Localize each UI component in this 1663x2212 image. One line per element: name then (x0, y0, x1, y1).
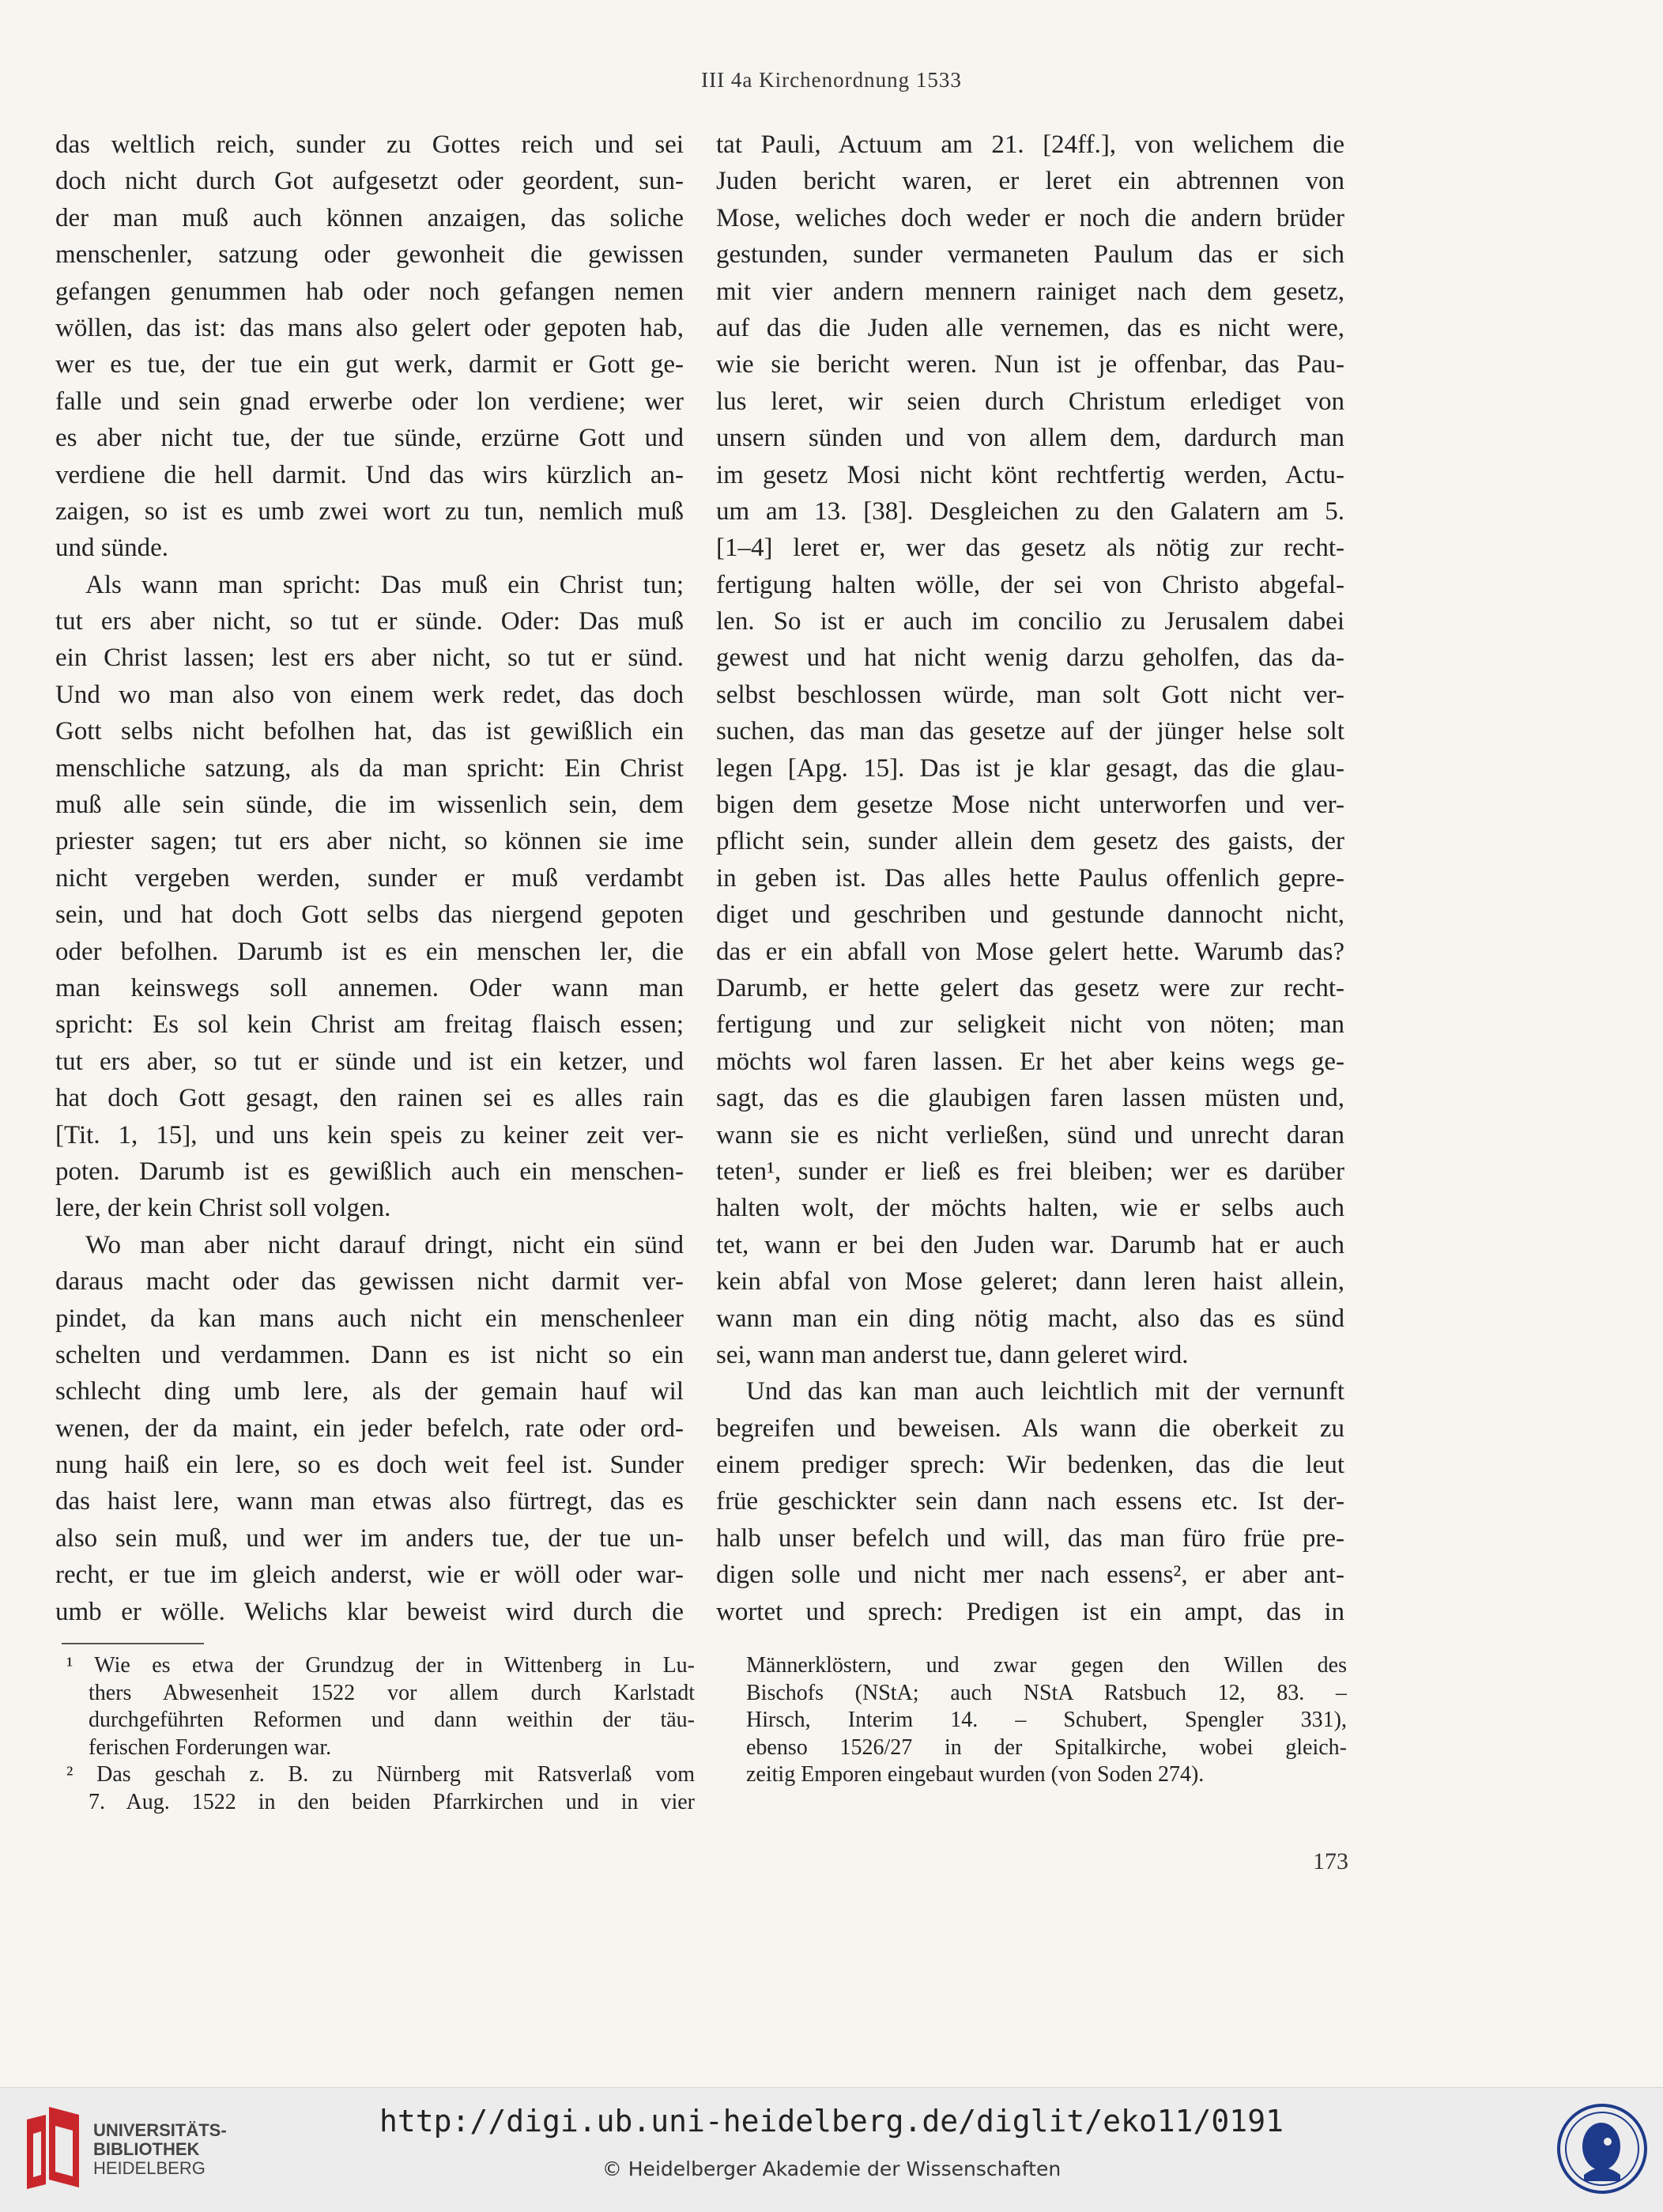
footnote-line: zeitig Emporen eingebaut wurden (von Soden 274). (746, 1762, 1205, 1787)
text-line: fertigung und zur seligkeit nicht von nöten; man (716, 1010, 1344, 1040)
footnote-line: durchgeführten Reformen und dann weithin der täu- (89, 1708, 695, 1732)
footnote-line: Männerklöstern, und zwar gegen den Willen des (746, 1653, 1347, 1678)
footnote-line: ebenso 1526/27 in der Spitalkirche, wobei gleich- (746, 1734, 1347, 1760)
viewer-footer (0, 2087, 1663, 2212)
footnote-line: ¹ Wie es etwa der Grundzug der in Wittenberg in Lu- (66, 1653, 695, 1678)
footnote-line: Bischofs (NStA; auch NStA Ratsbuch 12, 83. – (746, 1680, 1347, 1705)
text-line: wann sie es nicht verließen, sünd und unrecht daran (716, 1120, 1344, 1149)
text-line: nung haiß ein lere, so es doch weit feel ist. Sunder (55, 1451, 684, 1480)
text-line: Gott selbs nicht befolhen hat, das ist gewißlich ein (55, 717, 684, 746)
text-line: wöllen, das ist: das mans also gelert oder gepoten hab, (55, 313, 684, 342)
text-line: früe geschickter sein dann nach essens etc. Ist der- (716, 1487, 1344, 1516)
text-line: Darumb, er hette gelert das gesetz were zur recht- (716, 973, 1344, 1002)
text-line: teten¹, sunder er ließ es frei bleiben; wer es darüber (716, 1157, 1344, 1186)
text-line: es aber nicht tue, der tue sünde, erzürne Gott und (55, 424, 684, 453)
text-line: wer es tue, der tue ein gut werk, darmit er Gott ge- (55, 350, 684, 379)
text-line: fertigung halten wölle, der sei von Christo abgefal- (716, 570, 1344, 599)
text-line: wie sie bericht weren. Nun ist je offenbar, das Pau- (716, 350, 1344, 379)
text-line: schlecht ding umb lere, als der gemain hauf wil (55, 1377, 684, 1406)
text-line: das haist lere, wann man etwas also fürtregt, das es (55, 1487, 684, 1516)
text-line: legen [Apg. 15]. Das ist je klar gesagt, das die glau- (716, 753, 1344, 783)
text-line: selbst beschlossen würde, man solt Gott nicht ver- (716, 680, 1344, 709)
text-line: das er ein abfall von Mose gelert hette. Warumb das? (716, 937, 1344, 966)
text-line: priester sagen; tut ers aber nicht, so können sie ime (55, 827, 684, 856)
footnotes-right (746, 1652, 1347, 1789)
text-line: gefangen genummen hab oder noch gefangen nemen (55, 277, 684, 306)
text-line: pindet, da kan mans auch nicht ein menschenleer (55, 1304, 684, 1333)
text-line: mit vier andern mennern rainiget nach dem gesetz, (716, 277, 1344, 306)
text-line: len. So ist er auch im concilio zu Jerusalem dabei (716, 607, 1344, 636)
footnote-line: thers Abwesenheit 1522 vor allem durch Karlstadt (89, 1680, 695, 1705)
text-line: halten wolt, der möchts halten, wie er selbs auch (716, 1194, 1344, 1223)
text-line: tut ers aber, so tut er sünde und ist ein ketzer, und (55, 1047, 684, 1076)
left-column (55, 126, 684, 1630)
footnote-line: ² Das geschah z. B. zu Nürnberg mit Ratsverlaß vom (66, 1762, 695, 1787)
logo-line: BIBLIOTHEK (93, 2139, 200, 2159)
text-line: unsern sünden und von allem dem, dardurch man (716, 424, 1344, 453)
text-line: tet, wann er bei den Juden war. Darumb hat er auch (716, 1230, 1344, 1259)
text-line: pflicht sein, sunder allein dem gesetz des gaists, der (716, 827, 1344, 856)
text-line: poten. Darumb ist es gewißlich auch ein menschen- (55, 1157, 684, 1186)
text-line: möchts wol faren lassen. Er het aber keins wegs ge- (716, 1047, 1344, 1076)
text-line: halb unser befelch und will, das man füro früe pre- (716, 1523, 1344, 1553)
text-line: spricht: Es sol kein Christ am freitag flaisch essen; (55, 1010, 684, 1040)
text-line: im gesetz Mosi nicht könt rechtfertig werden, Actu- (716, 460, 1344, 489)
text-line: und sünde. (55, 534, 168, 563)
text-line: um am 13. [38]. Desgleichen zu den Galatern am 5. (716, 496, 1344, 526)
text-line: umb er wölle. Welichs klar beweist wird durch die (55, 1597, 684, 1626)
text-line: bigen dem gesetze Mose nicht unterworfen und ver- (716, 791, 1344, 820)
footnote-line: ferischen Forderungen war. (89, 1734, 332, 1760)
footnote-line: 7. Aug. 1522 in den beiden Pfarrkirchen und in vier (89, 1789, 695, 1814)
footnote-rule (62, 1643, 204, 1644)
text-line: [1–4] leret er, wer das gesetz als nötig zur recht- (716, 534, 1344, 563)
text-line: ein Christ lassen; lest ers aber nicht, so tut er sünd. (55, 644, 684, 673)
text-line: menschenler, satzung oder gewonheit die gewissen (55, 240, 684, 270)
text-line: kein abfal von Mose geleret; dann leren haist allein, (716, 1267, 1344, 1297)
text-line: daraus macht oder das gewissen nicht darmit ver- (55, 1267, 684, 1297)
text-line: Wo man aber nicht darauf dringt, nicht ein sünd (85, 1230, 684, 1259)
text-line: diget und geschriben und gestunde dannocht nicht, (716, 900, 1344, 930)
text-line: man keinswegs soll annemen. Oder wann man (55, 973, 684, 1002)
text-line: das weltlich reich, sunder zu Gottes reich und sei (55, 130, 684, 159)
text-line: Mose, weliches doch weder er noch die andern brüder (716, 203, 1344, 232)
text-line: einem prediger sprech: Wir bedenken, das die leut (716, 1451, 1344, 1480)
text-line: lus leret, wir seien durch Christum erlediget von (716, 387, 1344, 416)
text-line: doch nicht durch Got aufgesetzt oder geordent, sun- (55, 167, 684, 196)
text-line: Und das kan man auch leichtlich mit der vernunft (746, 1377, 1344, 1406)
text-line: Juden bericht waren, er leret ein abtrennen von (716, 167, 1344, 196)
logo-line: HEIDELBERG (93, 2158, 206, 2178)
text-line: zaigen, so ist es umb zwei wort zu tun, nemlich muß (55, 496, 684, 526)
running-head: III 4a Kirchenordnung 1533 (701, 68, 962, 92)
text-line: nicht vergeben werden, sunder er muß verdambt (55, 863, 684, 893)
academy-seal-icon (1556, 2097, 1649, 2200)
permalink-url[interactable]: http://digi.ub.uni-heidelberg.de/diglit/eko11/0191 (379, 2104, 1284, 2138)
text-line: lere, der kein Christ soll volgen. (55, 1194, 391, 1223)
text-line: recht, er tue im gleich anderst, wie er wöll oder war- (55, 1561, 684, 1590)
text-line: digen solle und nicht mer nach essens², er aber ant- (716, 1561, 1344, 1590)
footnotes-left (66, 1652, 695, 1816)
text-line: menschliche satzung, als da man spricht: Ein Christ (55, 753, 684, 783)
text-line: hat doch Gott gesagt, den rainen sei es alles rain (55, 1084, 684, 1113)
text-line: suchen, das man das gesetze auf der jünger helse solt (716, 717, 1344, 746)
text-line: sei, wann man anderst tue, dann geleret wird. (716, 1340, 1189, 1369)
text-line: wortet und sprech: Predigen ist ein ampt, das in (716, 1597, 1344, 1626)
text-line: in geben ist. Das alles hette Paulus offenlich gepre- (716, 863, 1344, 893)
footnote-line: Hirsch, Interim 14. – Schubert, Spengler 331), (746, 1708, 1347, 1732)
text-line: Als wann man spricht: Das muß ein Christ tun; (85, 570, 684, 599)
text-line: sein, und hat doch Gott selbs das niergend gepoten (55, 900, 684, 930)
text-line: muß alle sein sünde, die im wissenlich sein, dem (55, 791, 684, 820)
text-line: wenen, der da maint, ein jeder befelch, rate oder ord- (55, 1414, 684, 1443)
text-line: sagt, das es die glaubigen faren lassen müsten und, (716, 1084, 1344, 1113)
text-line: begreifen und beweisen. Als wann die oberkeit zu (716, 1414, 1344, 1443)
text-line: Und wo man also von einem werk redet, das doch (55, 680, 684, 709)
text-line: also sein muß, und wer im anders tue, der tue un- (55, 1523, 684, 1553)
text-line: gewest und hat nicht wenig darzu geholfen, das da- (716, 644, 1344, 673)
copyright-notice: © Heidelberger Akademie der Wissenschaften (601, 2157, 1062, 2180)
text-line: schelten und verdammen. Dann es ist nicht so ein (55, 1340, 684, 1369)
text-line: auf das die Juden alle vernemen, das es nicht were, (716, 313, 1344, 342)
text-line: verdiene die hell darmit. Und das wirs kürzlich an- (55, 460, 684, 489)
right-column (716, 126, 1344, 1630)
text-line: tut ers aber nicht, so tut er sünde. Oder: Das muß (55, 607, 684, 636)
text-line: [Tit. 1, 15], und uns kein speis zu keiner zeit ver- (55, 1120, 684, 1149)
text-line: falle und sein gnad erwerbe oder lon verdiene; wer (55, 387, 684, 416)
text-line: der man muß auch können anzaigen, das soliche (55, 203, 684, 232)
text-line: wann man ein ding nötig macht, also das es sünd (716, 1304, 1344, 1333)
text-line: gestunden, sunder vermaneten Paulum das er sich (716, 240, 1344, 270)
text-line: oder befolhen. Darumb ist es ein menschen ler, die (55, 937, 684, 966)
logo-line: UNIVERSITÄTS- (93, 2120, 227, 2140)
page-number: 173 (1313, 1848, 1348, 1874)
text-line: tat Pauli, Actuum am 21. [24ff.], von welichem die (716, 130, 1344, 159)
